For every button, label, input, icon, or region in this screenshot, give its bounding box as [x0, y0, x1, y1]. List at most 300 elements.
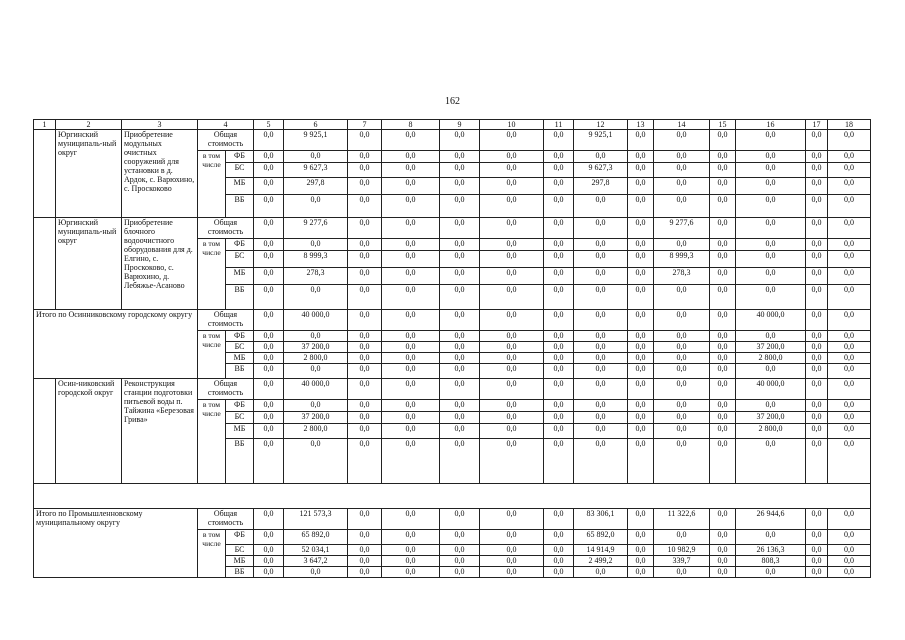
value-cell-col-7: 0,0 [348, 251, 382, 268]
value-cell-col-11: 0,0 [544, 342, 574, 353]
value-cell-col-18: 0,0 [828, 439, 871, 484]
value-cell-col-12: 0,0 [574, 412, 628, 424]
value-cell-col-15: 0,0 [710, 151, 736, 163]
project-cell: Приобретение блочного водоочистного оборудования для д. Елгино, с. Проскоково, с. Варюхино, д. Лебяжье-Асаново [122, 218, 198, 310]
value-cell-col-8: 0,0 [382, 530, 440, 545]
value-cell-col-5: 0,0 [254, 163, 284, 178]
value-cell-col-14: 0,0 [654, 567, 710, 578]
value-cell-col-7: 0,0 [348, 130, 382, 151]
fund-code: ВБ [226, 439, 254, 484]
total-cost-label: Общая стоимость [198, 509, 254, 530]
value-cell-col-6: 2 800,0 [284, 353, 348, 364]
value-cell-col-14: 0,0 [654, 400, 710, 412]
value-cell-col-16: 2 800,0 [736, 424, 806, 439]
value-cell-col-10: 0,0 [480, 331, 544, 342]
value-cell-col-10: 0,0 [480, 567, 544, 578]
value-cell-col-10: 0,0 [480, 439, 544, 484]
value-cell-col-9: 0,0 [440, 509, 480, 530]
value-cell-col-14: 0,0 [654, 424, 710, 439]
value-cell-col-9: 0,0 [440, 556, 480, 567]
col-num-18: 18 [828, 120, 871, 130]
value-cell-col-7: 0,0 [348, 412, 382, 424]
col-num-17: 17 [806, 120, 828, 130]
value-cell-col-8: 0,0 [382, 353, 440, 364]
value-cell-col-16: 0,0 [736, 567, 806, 578]
value-cell-col-16: 26 944,6 [736, 509, 806, 530]
value-cell-col-12: 297,8 [574, 178, 628, 195]
value-cell-col-10: 0,0 [480, 163, 544, 178]
value-cell-col-12: 0,0 [574, 439, 628, 484]
value-cell-col-9: 0,0 [440, 342, 480, 353]
value-cell-col-5: 0,0 [254, 556, 284, 567]
value-cell-col-7: 0,0 [348, 400, 382, 412]
value-cell-col-16: 0,0 [736, 439, 806, 484]
value-cell-col-13: 0,0 [628, 195, 654, 218]
value-cell-col-11: 0,0 [544, 285, 574, 310]
col-num-8: 8 [382, 120, 440, 130]
header-row [34, 120, 871, 130]
value-cell-col-15: 0,0 [710, 178, 736, 195]
value-cell-col-15: 0,0 [710, 567, 736, 578]
value-cell-col-18: 0,0 [828, 239, 871, 251]
value-cell-col-6: 0,0 [284, 239, 348, 251]
value-cell-col-9: 0,0 [440, 130, 480, 151]
value-cell-col-16: 2 800,0 [736, 353, 806, 364]
fund-code: МБ [226, 353, 254, 364]
value-cell-col-17: 0,0 [806, 556, 828, 567]
value-cell-col-15: 0,0 [710, 439, 736, 484]
value-cell-col-13: 0,0 [628, 353, 654, 364]
value-cell-col-17: 0,0 [806, 151, 828, 163]
value-cell-col-7: 0,0 [348, 239, 382, 251]
value-cell-col-17: 0,0 [806, 509, 828, 530]
region-cell: Юргинский муниципаль-ный округ [56, 130, 122, 218]
value-cell-col-11: 0,0 [544, 353, 574, 364]
including-label: в том числе [198, 530, 226, 578]
value-cell-col-17: 0,0 [806, 545, 828, 556]
value-cell-col-16: 40 000,0 [736, 379, 806, 400]
value-cell-col-8: 0,0 [382, 509, 440, 530]
region-cell: Юргинский муниципаль-ный округ [56, 218, 122, 310]
value-cell-col-8: 0,0 [382, 285, 440, 310]
value-cell-col-17: 0,0 [806, 178, 828, 195]
value-cell-col-16: 0,0 [736, 195, 806, 218]
value-cell-col-17: 0,0 [806, 251, 828, 268]
value-cell-col-9: 0,0 [440, 163, 480, 178]
value-cell-col-7: 0,0 [348, 364, 382, 379]
value-cell-col-12: 0,0 [574, 239, 628, 251]
col-num-10: 10 [480, 120, 544, 130]
value-cell-col-14: 0,0 [654, 331, 710, 342]
value-cell-col-10: 0,0 [480, 545, 544, 556]
value-cell-col-7: 0,0 [348, 218, 382, 239]
value-cell-col-10: 0,0 [480, 178, 544, 195]
total-cost-label: Общая стоимость [198, 218, 254, 239]
value-cell-col-7: 0,0 [348, 567, 382, 578]
fund-code: БС [226, 545, 254, 556]
value-cell-col-12: 65 892,0 [574, 530, 628, 545]
value-cell-col-10: 0,0 [480, 364, 544, 379]
fund-code: МБ [226, 178, 254, 195]
value-cell-col-17: 0,0 [806, 239, 828, 251]
value-cell-col-7: 0,0 [348, 379, 382, 400]
value-cell-col-10: 0,0 [480, 251, 544, 268]
value-cell-col-14: 0,0 [654, 412, 710, 424]
col-num-9: 9 [440, 120, 480, 130]
value-cell-col-5: 0,0 [254, 342, 284, 353]
value-cell-col-9: 0,0 [440, 567, 480, 578]
value-cell-col-6: 52 034,1 [284, 545, 348, 556]
value-cell-col-9: 0,0 [440, 151, 480, 163]
value-cell-col-18: 0,0 [828, 342, 871, 353]
summary-label: Итого по Промышленновскому муниципальному округу [34, 509, 198, 578]
value-cell-col-8: 0,0 [382, 251, 440, 268]
value-cell-col-5: 0,0 [254, 310, 284, 331]
value-cell-col-5: 0,0 [254, 364, 284, 379]
value-cell-col-11: 0,0 [544, 151, 574, 163]
value-cell-col-16: 0,0 [736, 151, 806, 163]
fund-code: ВБ [226, 567, 254, 578]
value-cell-col-9: 0,0 [440, 331, 480, 342]
value-cell-col-5: 0,0 [254, 400, 284, 412]
value-cell-col-13: 0,0 [628, 268, 654, 285]
value-cell-col-18: 0,0 [828, 509, 871, 530]
value-cell-col-10: 0,0 [480, 218, 544, 239]
region-cell: Осин-никовский городской округ [56, 379, 122, 484]
project-cell: Реконструкция станции подготовки питьевой воды п. Тайжина «Березовая Грива» [122, 379, 198, 484]
value-cell-col-11: 0,0 [544, 379, 574, 400]
value-cell-col-6: 40 000,0 [284, 379, 348, 400]
value-cell-col-6: 37 200,0 [284, 342, 348, 353]
value-cell-col-8: 0,0 [382, 178, 440, 195]
value-cell-col-18: 0,0 [828, 163, 871, 178]
value-cell-col-15: 0,0 [710, 509, 736, 530]
value-cell-col-9: 0,0 [440, 239, 480, 251]
value-cell-col-12: 0,0 [574, 400, 628, 412]
value-cell-col-12: 0,0 [574, 424, 628, 439]
col-num-3: 3 [122, 120, 198, 130]
value-cell-col-10: 0,0 [480, 342, 544, 353]
value-cell-col-9: 0,0 [440, 439, 480, 484]
value-cell-col-13: 0,0 [628, 178, 654, 195]
value-cell-col-9: 0,0 [440, 353, 480, 364]
value-cell-col-11: 0,0 [544, 412, 574, 424]
value-cell-col-9: 0,0 [440, 412, 480, 424]
value-cell-col-5: 0,0 [254, 567, 284, 578]
fund-code: МБ [226, 556, 254, 567]
value-cell-col-15: 0,0 [710, 130, 736, 151]
spacer-cell [34, 484, 871, 509]
value-cell-col-14: 0,0 [654, 151, 710, 163]
value-cell-col-14: 0,0 [654, 163, 710, 178]
value-cell-col-18: 0,0 [828, 567, 871, 578]
value-cell-col-18: 0,0 [828, 151, 871, 163]
value-cell-col-18: 0,0 [828, 310, 871, 331]
value-cell-col-9: 0,0 [440, 251, 480, 268]
spacer-row [34, 484, 871, 509]
value-cell-col-13: 0,0 [628, 218, 654, 239]
value-cell-col-16: 808,3 [736, 556, 806, 567]
row-number-cell [34, 130, 56, 218]
value-cell-col-6: 0,0 [284, 195, 348, 218]
value-cell-col-16: 0,0 [736, 364, 806, 379]
col-num-5: 5 [254, 120, 284, 130]
fund-code: БС [226, 412, 254, 424]
value-cell-col-17: 0,0 [806, 400, 828, 412]
value-cell-col-14: 0,0 [654, 310, 710, 331]
value-cell-col-7: 0,0 [348, 439, 382, 484]
value-cell-col-6: 0,0 [284, 567, 348, 578]
value-cell-col-10: 0,0 [480, 353, 544, 364]
value-cell-col-7: 0,0 [348, 268, 382, 285]
value-cell-col-17: 0,0 [806, 218, 828, 239]
value-cell-col-7: 0,0 [348, 151, 382, 163]
row-number-cell [34, 379, 56, 484]
value-cell-col-12: 0,0 [574, 353, 628, 364]
value-cell-col-11: 0,0 [544, 556, 574, 567]
including-label: в том числе [198, 331, 226, 379]
col-num-12: 12 [574, 120, 628, 130]
value-cell-col-12: 0,0 [574, 364, 628, 379]
value-cell-col-11: 0,0 [544, 239, 574, 251]
value-cell-col-9: 0,0 [440, 530, 480, 545]
value-cell-col-13: 0,0 [628, 331, 654, 342]
value-cell-col-5: 0,0 [254, 268, 284, 285]
value-cell-col-12: 14 914,9 [574, 545, 628, 556]
fund-code: ФБ [226, 400, 254, 412]
value-cell-col-8: 0,0 [382, 151, 440, 163]
value-cell-col-11: 0,0 [544, 400, 574, 412]
value-cell-col-11: 0,0 [544, 509, 574, 530]
value-cell-col-9: 0,0 [440, 218, 480, 239]
value-cell-col-7: 0,0 [348, 424, 382, 439]
value-cell-col-12: 0,0 [574, 310, 628, 331]
value-cell-col-10: 0,0 [480, 530, 544, 545]
value-cell-col-6: 0,0 [284, 151, 348, 163]
value-cell-col-5: 0,0 [254, 530, 284, 545]
value-cell-col-7: 0,0 [348, 530, 382, 545]
value-cell-col-17: 0,0 [806, 364, 828, 379]
value-cell-col-16: 0,0 [736, 218, 806, 239]
value-cell-col-6: 297,8 [284, 178, 348, 195]
value-cell-col-17: 0,0 [806, 195, 828, 218]
value-cell-col-12: 0,0 [574, 331, 628, 342]
value-cell-col-15: 0,0 [710, 268, 736, 285]
value-cell-col-15: 0,0 [710, 342, 736, 353]
value-cell-col-8: 0,0 [382, 342, 440, 353]
value-cell-col-9: 0,0 [440, 379, 480, 400]
fund-code: ФБ [226, 151, 254, 163]
value-cell-col-15: 0,0 [710, 218, 736, 239]
value-cell-col-13: 0,0 [628, 163, 654, 178]
including-label: в том числе [198, 151, 226, 218]
col-num-11: 11 [544, 120, 574, 130]
value-cell-col-18: 0,0 [828, 195, 871, 218]
value-cell-col-7: 0,0 [348, 310, 382, 331]
value-cell-col-18: 0,0 [828, 285, 871, 310]
value-cell-col-8: 0,0 [382, 364, 440, 379]
value-cell-col-12: 0,0 [574, 567, 628, 578]
value-cell-col-8: 0,0 [382, 268, 440, 285]
value-cell-col-11: 0,0 [544, 218, 574, 239]
value-cell-col-14: 0,0 [654, 239, 710, 251]
value-cell-col-11: 0,0 [544, 567, 574, 578]
value-cell-col-6: 0,0 [284, 331, 348, 342]
value-cell-col-18: 0,0 [828, 424, 871, 439]
value-cell-col-12: 0,0 [574, 195, 628, 218]
value-cell-col-16: 0,0 [736, 400, 806, 412]
value-cell-col-14: 0,0 [654, 285, 710, 310]
value-cell-col-5: 0,0 [254, 178, 284, 195]
value-cell-col-18: 0,0 [828, 178, 871, 195]
value-cell-col-9: 0,0 [440, 195, 480, 218]
value-cell-col-7: 0,0 [348, 285, 382, 310]
value-cell-col-5: 0,0 [254, 251, 284, 268]
value-cell-col-8: 0,0 [382, 400, 440, 412]
value-cell-col-6: 65 892,0 [284, 530, 348, 545]
value-cell-col-12: 0,0 [574, 285, 628, 310]
value-cell-col-13: 0,0 [628, 364, 654, 379]
value-cell-col-11: 0,0 [544, 545, 574, 556]
col-num-2: 2 [56, 120, 122, 130]
table-row [34, 509, 871, 530]
value-cell-col-17: 0,0 [806, 424, 828, 439]
value-cell-col-17: 0,0 [806, 342, 828, 353]
value-cell-col-6: 9 277,6 [284, 218, 348, 239]
fund-code: ФБ [226, 530, 254, 545]
fund-code: ФБ [226, 239, 254, 251]
value-cell-col-11: 0,0 [544, 364, 574, 379]
value-cell-col-7: 0,0 [348, 195, 382, 218]
value-cell-col-10: 0,0 [480, 151, 544, 163]
fund-code: МБ [226, 424, 254, 439]
value-cell-col-13: 0,0 [628, 567, 654, 578]
value-cell-col-18: 0,0 [828, 268, 871, 285]
value-cell-col-15: 0,0 [710, 545, 736, 556]
value-cell-col-16: 0,0 [736, 163, 806, 178]
value-cell-col-7: 0,0 [348, 178, 382, 195]
value-cell-col-16: 37 200,0 [736, 412, 806, 424]
value-cell-col-8: 0,0 [382, 439, 440, 484]
table-row [34, 310, 871, 331]
value-cell-col-13: 0,0 [628, 509, 654, 530]
value-cell-col-8: 0,0 [382, 567, 440, 578]
total-cost-label: Общая стоимость [198, 379, 254, 400]
value-cell-col-13: 0,0 [628, 556, 654, 567]
value-cell-col-17: 0,0 [806, 353, 828, 364]
value-cell-col-5: 0,0 [254, 218, 284, 239]
fund-code: ВБ [226, 195, 254, 218]
value-cell-col-11: 0,0 [544, 310, 574, 331]
value-cell-col-15: 0,0 [710, 239, 736, 251]
value-cell-col-10: 0,0 [480, 509, 544, 530]
value-cell-col-6: 0,0 [284, 364, 348, 379]
value-cell-col-12: 0,0 [574, 379, 628, 400]
value-cell-col-6: 2 800,0 [284, 424, 348, 439]
col-num-7: 7 [348, 120, 382, 130]
value-cell-col-15: 0,0 [710, 163, 736, 178]
value-cell-col-15: 0,0 [710, 556, 736, 567]
value-cell-col-14: 0,0 [654, 353, 710, 364]
value-cell-col-14: 339,7 [654, 556, 710, 567]
value-cell-col-11: 0,0 [544, 251, 574, 268]
including-label: в том числе [198, 400, 226, 484]
value-cell-col-11: 0,0 [544, 178, 574, 195]
value-cell-col-17: 0,0 [806, 268, 828, 285]
value-cell-col-18: 0,0 [828, 130, 871, 151]
value-cell-col-6: 278,3 [284, 268, 348, 285]
value-cell-col-15: 0,0 [710, 400, 736, 412]
value-cell-col-14: 11 322,6 [654, 509, 710, 530]
value-cell-col-6: 3 647,2 [284, 556, 348, 567]
value-cell-col-17: 0,0 [806, 130, 828, 151]
value-cell-col-13: 0,0 [628, 130, 654, 151]
value-cell-col-16: 37 200,0 [736, 342, 806, 353]
value-cell-col-17: 0,0 [806, 331, 828, 342]
project-cell: Приобретение модульных очистных сооружений для установки в д. Ардок, с. Варюхино, с. Проскоково [122, 130, 198, 218]
fund-code: ВБ [226, 285, 254, 310]
value-cell-col-11: 0,0 [544, 130, 574, 151]
value-cell-col-14: 9 277,6 [654, 218, 710, 239]
total-cost-label: Общая стоимость [198, 130, 254, 151]
value-cell-col-12: 83 306,1 [574, 509, 628, 530]
value-cell-col-7: 0,0 [348, 545, 382, 556]
value-cell-col-10: 0,0 [480, 268, 544, 285]
value-cell-col-6: 37 200,0 [284, 412, 348, 424]
value-cell-col-10: 0,0 [480, 285, 544, 310]
value-cell-col-16: 0,0 [736, 331, 806, 342]
value-cell-col-18: 0,0 [828, 412, 871, 424]
value-cell-col-10: 0,0 [480, 379, 544, 400]
value-cell-col-16: 0,0 [736, 130, 806, 151]
value-cell-col-6: 8 999,3 [284, 251, 348, 268]
value-cell-col-13: 0,0 [628, 151, 654, 163]
value-cell-col-10: 0,0 [480, 239, 544, 251]
value-cell-col-16: 26 136,3 [736, 545, 806, 556]
value-cell-col-13: 0,0 [628, 310, 654, 331]
value-cell-col-14: 0,0 [654, 195, 710, 218]
value-cell-col-6: 40 000,0 [284, 310, 348, 331]
value-cell-col-12: 9 627,3 [574, 163, 628, 178]
value-cell-col-6: 121 573,3 [284, 509, 348, 530]
value-cell-col-8: 0,0 [382, 310, 440, 331]
value-cell-col-12: 0,0 [574, 251, 628, 268]
value-cell-col-5: 0,0 [254, 379, 284, 400]
col-num-6: 6 [284, 120, 348, 130]
value-cell-col-5: 0,0 [254, 424, 284, 439]
value-cell-col-16: 0,0 [736, 530, 806, 545]
value-cell-col-8: 0,0 [382, 331, 440, 342]
value-cell-col-13: 0,0 [628, 439, 654, 484]
value-cell-col-16: 0,0 [736, 251, 806, 268]
value-cell-col-10: 0,0 [480, 424, 544, 439]
value-cell-col-13: 0,0 [628, 379, 654, 400]
value-cell-col-14: 8 999,3 [654, 251, 710, 268]
value-cell-col-14: 0,0 [654, 130, 710, 151]
value-cell-col-18: 0,0 [828, 331, 871, 342]
value-cell-col-15: 0,0 [710, 353, 736, 364]
value-cell-col-18: 0,0 [828, 251, 871, 268]
value-cell-col-12: 0,0 [574, 342, 628, 353]
value-cell-col-17: 0,0 [806, 285, 828, 310]
value-cell-col-18: 0,0 [828, 556, 871, 567]
value-cell-col-18: 0,0 [828, 400, 871, 412]
value-cell-col-11: 0,0 [544, 530, 574, 545]
col-num-15: 15 [710, 120, 736, 130]
value-cell-col-5: 0,0 [254, 509, 284, 530]
value-cell-col-18: 0,0 [828, 379, 871, 400]
value-cell-col-13: 0,0 [628, 545, 654, 556]
